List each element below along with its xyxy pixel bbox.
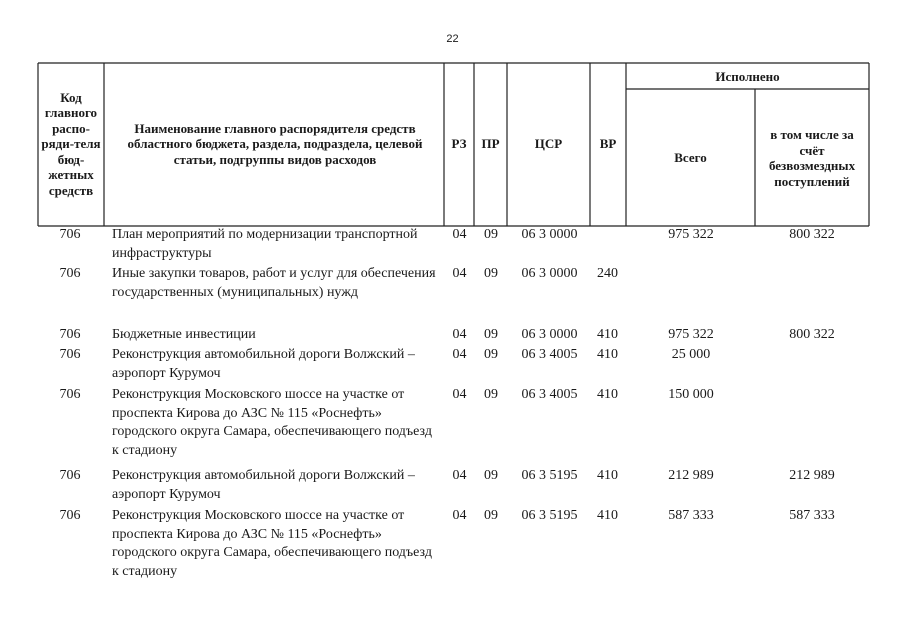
row-5-free: 212 989 xyxy=(789,468,835,483)
row-0-code: 706 xyxy=(59,227,81,242)
row-6-name: Реконструкция Московского шоссе на участке от проспекта Кирова до АЗС № 115 «Роснефть» городского округа Самара, обеспечивающего подъезд к стадиону xyxy=(112,508,432,579)
header-name: Наименование главного распорядителя средств областного бюджета, раздела, подраздела, целевой статьи, подгруппы видов расходов xyxy=(127,120,423,167)
row-6-free: 587 333 xyxy=(789,508,835,523)
row-5-csr: 06 3 5195 xyxy=(521,468,578,483)
row-5-total: 212 989 xyxy=(668,468,714,483)
header-code: Код главного распо-ряди-теля бюд-жетных средств xyxy=(41,89,101,198)
row-4-code: 706 xyxy=(59,387,81,402)
row-1-pr: 09 xyxy=(484,266,498,281)
header-csr: ЦСР xyxy=(534,136,563,152)
header-free: в том числе за счёт безвозмездных поступлений xyxy=(768,127,856,189)
row-6-vr: 410 xyxy=(597,508,618,523)
row-5-vr: 410 xyxy=(597,468,618,483)
header-executed: Исполнено xyxy=(715,68,780,84)
row-5-code: 706 xyxy=(59,468,81,483)
row-1-vr: 240 xyxy=(597,266,618,281)
row-2-vr: 410 xyxy=(597,327,618,342)
row-2-free: 800 322 xyxy=(789,327,835,342)
header-rz: РЗ xyxy=(451,136,467,152)
row-3-name: Реконструкция автомобильной дороги Волжский – аэропорт Курумоч xyxy=(112,347,415,381)
row-4-pr: 09 xyxy=(484,387,498,402)
row-5-pr: 09 xyxy=(484,468,498,483)
row-5-name: Реконструкция автомобильной дороги Волжский – аэропорт Курумоч xyxy=(112,468,415,502)
row-2-pr: 09 xyxy=(484,327,498,342)
row-3-pr: 09 xyxy=(484,347,498,362)
row-6-total: 587 333 xyxy=(668,508,714,523)
row-1-code: 706 xyxy=(59,266,81,281)
row-1-name: Иные закупки товаров, работ и услуг для обеспечения государственных (муниципальных) нужд xyxy=(112,266,436,300)
row-0-free: 800 322 xyxy=(789,227,835,242)
row-2-total: 975 322 xyxy=(668,327,714,342)
row-0-rz: 04 xyxy=(452,227,467,242)
row-3-rz: 04 xyxy=(452,347,467,362)
row-4-name: Реконструкция Московского шоссе на участке от проспекта Кирова до АЗС № 115 «Роснефть» городского округа Самара, обеспечивающего подъезд к стадиону xyxy=(112,387,432,458)
row-3-total: 25 000 xyxy=(671,347,711,362)
row-6-rz: 04 xyxy=(452,508,467,523)
row-6-code: 706 xyxy=(59,508,81,523)
row-2-rz: 04 xyxy=(452,327,467,342)
row-0-csr: 06 3 0000 xyxy=(521,227,578,242)
row-0-total: 975 322 xyxy=(668,227,714,242)
row-4-total: 150 000 xyxy=(668,387,714,402)
row-3-csr: 06 3 4005 xyxy=(521,347,578,362)
row-1-csr: 06 3 0000 xyxy=(521,266,578,281)
row-6-pr: 09 xyxy=(484,508,498,523)
row-0-pr: 09 xyxy=(484,227,498,242)
page-number: 22 xyxy=(446,33,459,45)
row-2-code: 706 xyxy=(59,327,81,342)
row-2-name: Бюджетные инвестиции xyxy=(112,327,256,342)
row-4-vr: 410 xyxy=(597,387,618,402)
header-pr: ПР xyxy=(481,136,500,152)
row-6-csr: 06 3 5195 xyxy=(521,508,578,523)
row-0-name: План мероприятий по модернизации транспортной инфраструктуры xyxy=(112,227,418,261)
row-3-vr: 410 xyxy=(597,347,618,362)
header-vr: ВР xyxy=(599,136,617,152)
row-4-rz: 04 xyxy=(452,387,467,402)
row-3-code: 706 xyxy=(59,347,81,362)
row-5-rz: 04 xyxy=(452,468,467,483)
header-total: Всего xyxy=(674,150,707,166)
row-1-rz: 04 xyxy=(452,266,467,281)
row-2-csr: 06 3 0000 xyxy=(521,327,578,342)
row-4-csr: 06 3 4005 xyxy=(521,387,578,402)
